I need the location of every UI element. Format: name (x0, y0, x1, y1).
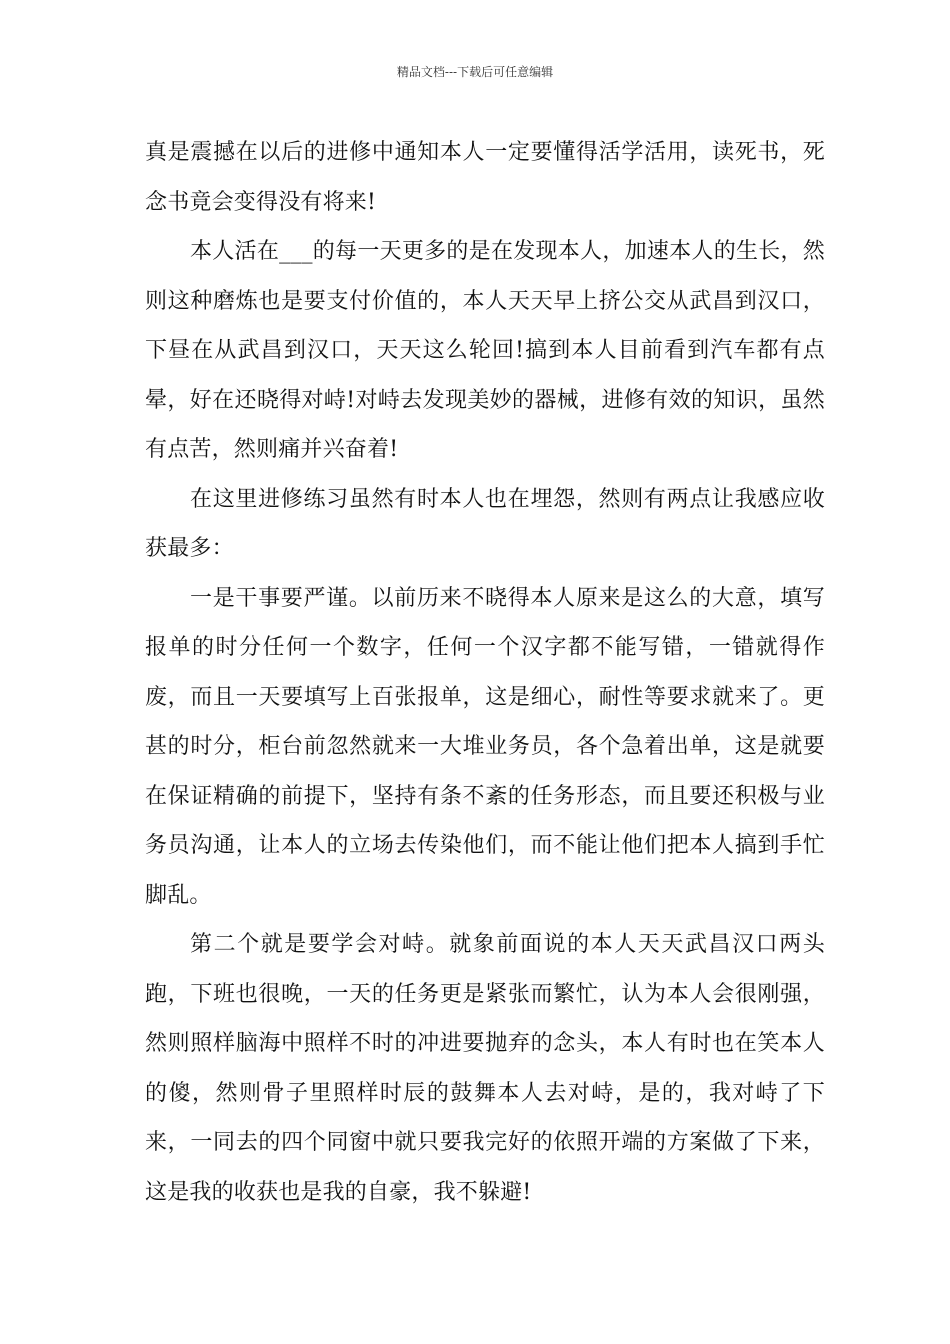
paragraph-3: 在这里进修练习虽然有时本人也在埋怨，然则有两点让我感应收获最多： (145, 486, 825, 561)
document-body (145, 128, 825, 1217)
paragraph-4: 一是干事要严谨。以前历来不晓得本人原来是这么的大意，填写报单的时分任何一个数字，任何一个汉字都不能写错，一错就得作废，而且一天要填写上百张报单，这是细心，耐性等要求就来了。更甚的时分，柜台前忽然就来一大堆业务员，各个急着出单，这是就要在保证精确的前提下，坚持有条不紊的任务形态，而且要还积极与业务员沟通，让本人的立场去传染他们，而不能让他们把本人搞到手忙脚乱。 (145, 585, 825, 908)
paragraph-5: 第二个就是要学会对峙。就象前面说的本人天天武昌汉口两头跑，下班也很晚，一天的任务更是紧张而繁忙，认为本人会很刚强，然则照样脑海中照样不时的冲进要抛弃的念头，本人有时也在笑本人的傻，然则骨子里照样时辰的鼓舞本人去对峙，是的，我对峙了下来，一同去的四个同窗中就只要我完好的依照开端的方案做了下来，这是我的收获也是我的自豪，我不躲避! (145, 932, 825, 1205)
paragraph-1: 真是震撼在以后的进修中通知本人一定要懂得活学活用，读死书，死念书竟会变得没有将来! (145, 140, 825, 215)
paragraph-2: 本人活在___的每一天更多的是在发现本人，加速本人的生长，然则这种磨炼也是要支付价值的，本人天天早上挤公交从武昌到汉口，下昼在从武昌到汉口，天天这么轮回!搞到本人目前看到汽车都有点晕，好在还晓得对峙!对峙去发现美妙的器械，进修有效的知识，虽然有点苦，然则痛并兴奋着! (145, 239, 825, 462)
page-header: 精品文档---下载后可任意编辑 (396, 65, 554, 79)
